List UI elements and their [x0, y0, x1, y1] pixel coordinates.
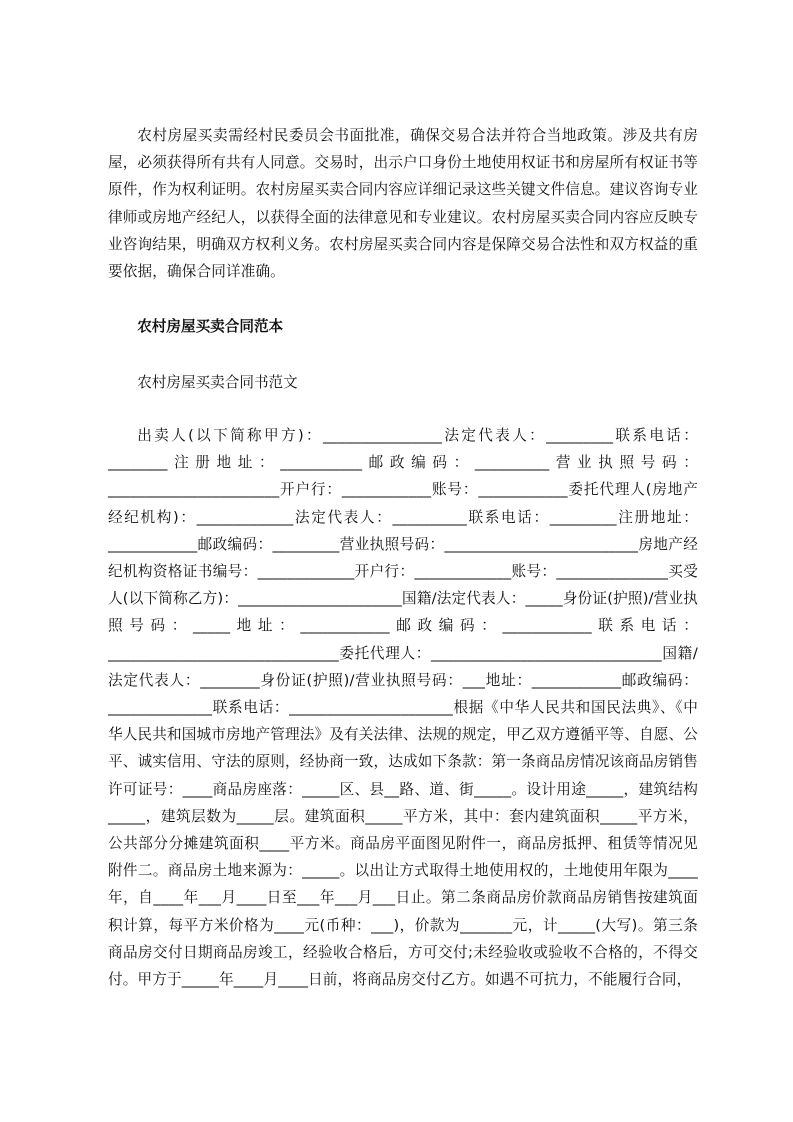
intro-paragraph: 农村房屋买卖需经村民委员会书面批准，确保交易合法并符合当地政策。涉及共有房屋，必须获得所有共有人同意。交易时，出示户口身份土地使用权证书和房屋所有权证书等原件，作为权利证明。农村房屋买卖合同内容应详细记录这些关键文件信息。建议咨询专业律师或房地产经纪人，以获得全面的法律意见和专业建议。农村房屋买卖合同内容应反映专业咨询结果，明确双方权利义务。农村房屋买卖合同内容是保障交易合法性和双方权益的重要依据，确保合同详准确。	[108, 127, 698, 281]
document-subheading: 农村房屋买卖合同书范文	[137, 374, 298, 391]
document-page	[108, 122, 698, 989]
document-heading: 农村房屋买卖合同范本	[137, 318, 284, 335]
contract-paragraph: 出卖人(以下简称甲方)：________________法定代表人：_________联系电话：________注册地址：___________邮政编码：__________营业执照号码：_______________________开户行：____________账号：____________委托代理人(房地产经纪机构)：_____________法定代表人：__________联系电话：_________注册地址：____________邮政编码：_________营业执照号码：__________________________房地产经纪机构资格证书编号：_____________开户行：_____________账号：_______________买受人(以下简称乙方)：______________________国籍/法定代表人：_____身份证(护照)/营业执照号码：_____地址：____________邮政编码：____________联系电话：_______________________________委托代理人：_______________________________国籍/法定代表人：________身份证(护照)/营业执照号码：___地址：____________邮政编码：______________联系电话：______________________根据《中华人民共和国民法典》、《中华人民共和国城市房地产管理法》及有关法律、法规的规定，甲乙双方遵循平等、自愿、公平、诚实信用、守法的原则，经协商一致，达成如下条款：第一条商品房情况该商品房销售许可证号：____商品房座落：_____区、县__路、道、街_____。设计用途_____，建筑结构_____，建筑层数为_____层。建筑面积_____平方米，其中：套内建筑面积_____平方米，公共部分分摊建筑面积____平方米。商品房平面图见附件一，商品房抵押、租赁等情况见附件二。商品房土地来源为：_____。以出让方式取得土地使用权的，土地使用年限为____年，自____年___月____日至___年___月___日止。第二条商品房价款商品房销售按建筑面积计算，每平方米价格为____元(币种：___)，价款为_______元，计_____(大写)。第三条商品房交付日期商品房竣工，经验收合格后，方可交付;未经验收或验收不合格的，不得交付。甲方于_____年____月____日前，将商品房交付乙方。如遇不可抗力，不能履行合同，	[108, 427, 698, 989]
